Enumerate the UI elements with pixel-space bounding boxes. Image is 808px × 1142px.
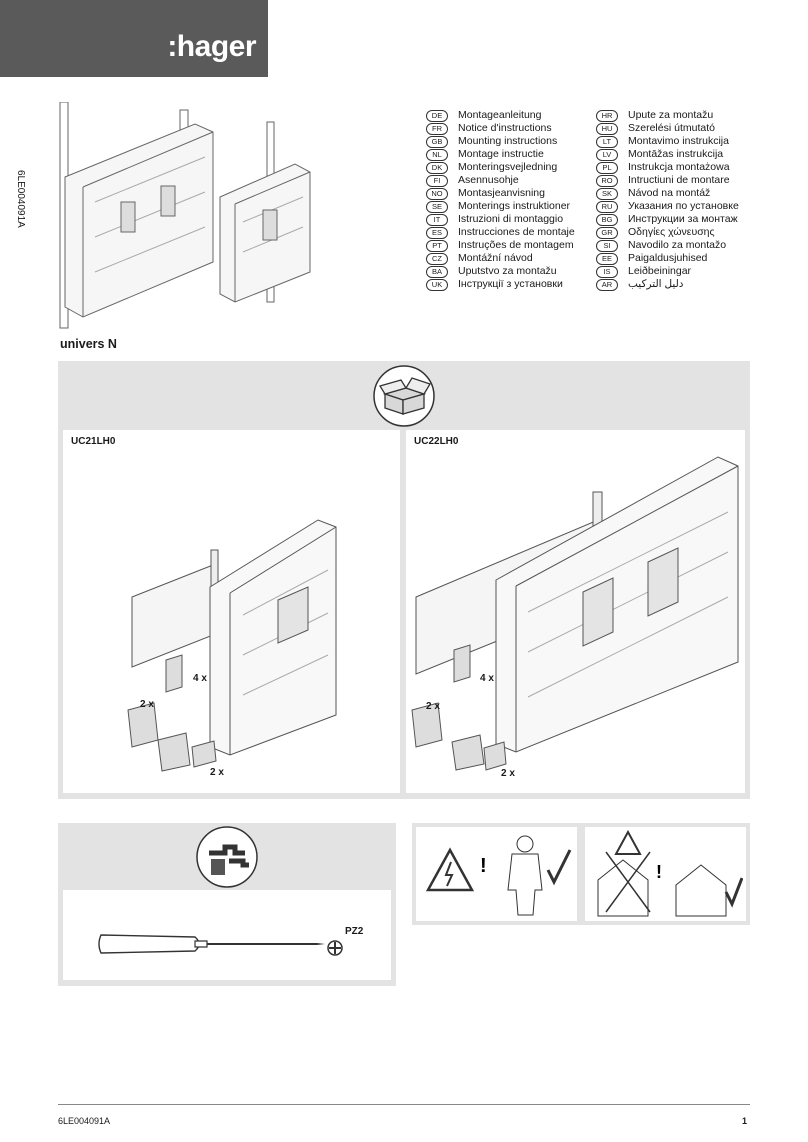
lang-row <box>426 226 575 239</box>
lang-code: PT <box>426 240 448 252</box>
lang-code: IT <box>426 214 448 226</box>
lang-row <box>596 109 739 122</box>
lang-text: Instrucciones de montaje <box>458 226 575 238</box>
lang-text: Návod na montáž <box>628 187 711 199</box>
lang-row <box>426 239 575 252</box>
product-ref-right: UC22LH0 <box>414 436 459 447</box>
lang-text: Montasjeanvisning <box>458 187 545 199</box>
lang-text: Инструкции за монтаж <box>628 213 738 225</box>
lang-text: Указания по установке <box>628 200 739 212</box>
lang-code: CZ <box>426 253 448 265</box>
lang-code: IS <box>596 266 618 278</box>
lang-text: Istruzioni di montaggio <box>458 213 564 225</box>
language-list-right <box>596 109 739 291</box>
lang-code: DK <box>426 162 448 174</box>
lang-code: FR <box>426 123 448 135</box>
lang-text: Leiðbeiningar <box>628 265 692 277</box>
qty-clips-left: 2 x <box>210 767 224 778</box>
lang-text: Monteringsvejledning <box>458 161 558 173</box>
lang-code: NO <box>426 188 448 200</box>
lang-row <box>596 148 739 161</box>
screwdriver-bit-label: PZ2 <box>345 926 364 937</box>
lang-code: ES <box>426 227 448 239</box>
lang-code: FI <box>426 175 448 187</box>
lang-row <box>426 135 575 148</box>
qty-brackets-right: 4 x <box>480 673 494 684</box>
page-number: 1 <box>742 1116 748 1126</box>
box-contents-icon <box>372 364 436 428</box>
lang-code: UK <box>426 279 448 291</box>
lang-code: LT <box>596 136 618 148</box>
lang-code: SK <box>596 188 618 200</box>
lang-row <box>426 174 575 187</box>
lang-row <box>596 200 739 213</box>
lang-text: Instruções de montagem <box>458 239 574 251</box>
lang-code: PL <box>596 162 618 174</box>
lang-row <box>426 148 575 161</box>
lang-row <box>596 174 739 187</box>
lang-row <box>426 122 575 135</box>
lang-text: Montāžas instrukcija <box>628 148 724 160</box>
lang-text: Montavimo instrukcija <box>628 135 729 147</box>
lang-text: Montage instructie <box>458 148 544 160</box>
lang-code: GB <box>426 136 448 148</box>
product-title: univers N <box>60 337 117 351</box>
lang-row <box>596 213 739 226</box>
uc21lh0-illustration <box>118 515 348 785</box>
lang-row <box>596 239 739 252</box>
lang-row <box>426 252 575 265</box>
qty-blocks-left: 2 x <box>140 699 154 710</box>
uc22lh0-illustration <box>408 452 743 787</box>
lang-text: Paigaldusjuhised <box>628 252 708 264</box>
house-warning-illustration <box>588 830 743 918</box>
lang-code: EE <box>596 253 618 265</box>
brand-logo-block <box>0 0 268 77</box>
footer-divider <box>58 1104 750 1105</box>
qty-blocks-right: 2 x <box>426 701 440 712</box>
footer-doc-code: 6LE004091A <box>58 1116 111 1126</box>
lang-text: Szerelési útmutató <box>628 122 715 134</box>
lang-code: AR <box>596 279 618 291</box>
lang-text: Monterings instruktioner <box>458 200 571 212</box>
lang-text: Montageanleitung <box>458 109 542 121</box>
lang-text: Mounting instructions <box>458 135 558 147</box>
lang-text: Οδηγίες χώνευσης <box>628 226 715 238</box>
brand-logo: :hager <box>167 30 256 63</box>
lang-code: LV <box>596 149 618 161</box>
lang-text: Montážní návod <box>458 252 533 264</box>
doc-code-vertical: 6LE004091A <box>15 170 26 228</box>
lang-row <box>426 278 575 291</box>
lang-row <box>596 187 739 200</box>
lang-row <box>596 226 739 239</box>
lang-row <box>596 135 739 148</box>
lang-text: دليل التركيب <box>628 278 684 290</box>
lang-row <box>596 122 739 135</box>
qty-brackets-left: 4 x <box>193 673 207 684</box>
electrician-warning-illustration <box>420 830 574 918</box>
lang-text: Intructiuni de montare <box>628 174 730 186</box>
lang-code: GR <box>596 227 618 239</box>
lang-row <box>426 187 575 200</box>
lang-row <box>596 278 739 291</box>
lang-code: BA <box>426 266 448 278</box>
lang-row <box>426 213 575 226</box>
lang-code: HU <box>596 123 618 135</box>
lang-code: SE <box>426 201 448 213</box>
lang-text: Instrukcja montażowa <box>628 161 730 173</box>
lang-row <box>596 265 739 278</box>
lang-row <box>426 161 575 174</box>
lang-text: Інструкції з установки <box>458 278 563 290</box>
lang-text: Uputstvo za montažu <box>458 265 557 277</box>
screwdriver-illustration <box>95 925 355 965</box>
lang-code: HR <box>596 110 618 122</box>
product-ref-left: UC21LH0 <box>71 436 116 447</box>
lang-code: NL <box>426 149 448 161</box>
lang-text: Upute za montažu <box>628 109 714 121</box>
lang-text: Notice d'instructions <box>458 122 552 134</box>
lang-code: RU <box>596 201 618 213</box>
lang-text: Navodilo za montažo <box>628 239 727 251</box>
lang-code: RO <box>596 175 618 187</box>
lang-code: BG <box>596 214 618 226</box>
tools-icon <box>195 825 259 889</box>
lang-code: SI <box>596 240 618 252</box>
lang-row <box>426 200 575 213</box>
lang-text: Asennusohje <box>458 174 519 186</box>
lang-row <box>426 109 575 122</box>
qty-clips-right: 2 x <box>501 768 515 779</box>
lang-row <box>596 252 739 265</box>
hero-product-illustration <box>55 102 315 330</box>
svg-text:!: ! <box>656 862 662 882</box>
lang-row <box>596 161 739 174</box>
lang-code: DE <box>426 110 448 122</box>
lang-row <box>426 265 575 278</box>
language-list-left <box>426 109 575 291</box>
svg-text:!: ! <box>480 855 487 877</box>
